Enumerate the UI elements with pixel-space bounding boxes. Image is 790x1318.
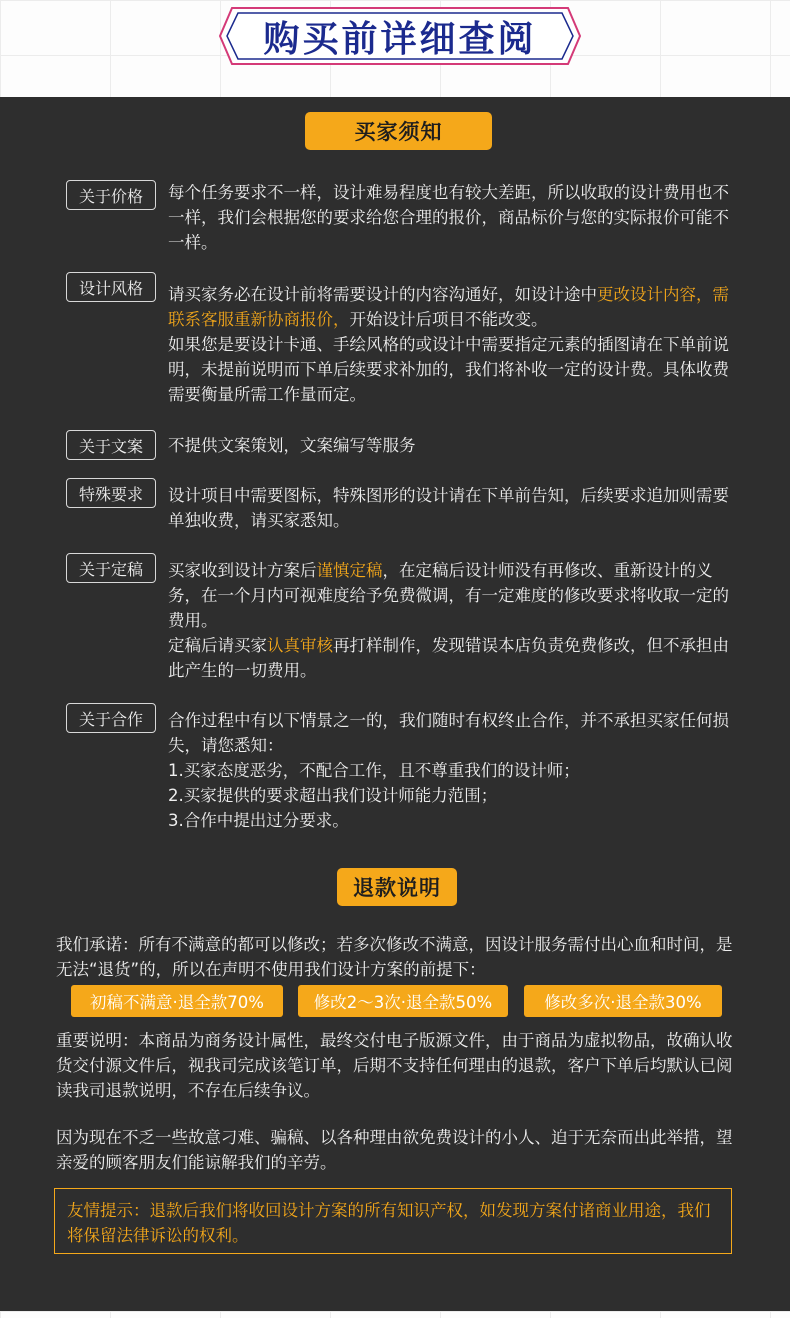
text-style-para2: 如果您是要设计卡通、手绘风格的或设计中需要指定元素的插图请在下单前说明，未提前说明而下单后续要求补加的，我们将补收一定的设计费。具体收费需要衡量所需工作量而定。 [168, 335, 729, 404]
text-style-highlight: 更改设计内容，需联系客服重新协商报价， [168, 285, 729, 329]
tag-copy: 关于文案 [66, 430, 156, 460]
section-title-refund: 退款说明 [337, 868, 457, 906]
text-refund-important: 重要说明：本商品为商务设计属性，最终交付电子版源文件，由于商品为虚拟物品，故确认收货交付源文件后，视我司完成该笔订单，后期不支持任何理由的退款，客户下单后均默认已阅读我司退款说明，不存在后续争议。 [56, 1031, 733, 1100]
list-item: 3.合作中提出过分要求。 [168, 811, 349, 830]
text-price: 每个任务要求不一样，设计难易程度也有较大差距，所以收取的设计费用也不一样，我们会根据您的要求给您合理的报价，商品标价与您的实际报价可能不一样。 [168, 183, 729, 252]
content-panel [0, 97, 790, 1311]
refund-pill-many-revisions: 修改多次·退全款30% [524, 985, 722, 1017]
text-refund-promise: 我们承诺：所有不满意的都可以修改；若多次修改不满意，因设计服务需付出心血和时间，是无法“退货”的，所以在声明不使用我们设计方案的前提下： [56, 935, 733, 979]
text-final [168, 558, 738, 683]
text-final-part4: 再打样制作，发现错误本店负责免费修改，但不承担由此产生的一切费用。 [168, 636, 729, 680]
page-title: 购买前详细查阅 [263, 18, 537, 60]
tag-style: 设计风格 [66, 272, 156, 302]
text-final-part3: 定稿后请买家 [168, 636, 267, 655]
tag-final: 关于定稿 [66, 553, 156, 583]
text-final-highlight1: 谨慎定稿 [316, 561, 383, 580]
section-title-buyer-notice: 买家须知 [305, 112, 492, 150]
text-coop-intro: 合作过程中有以下情景之一的，我们随时有权终止合作，并不承担买家任何损失，请您悉知： [168, 711, 729, 755]
text-copy: 不提供文案策划，文案编写等服务 [168, 436, 416, 455]
text-coop [168, 708, 738, 833]
tag-price: 关于价格 [66, 180, 156, 210]
refund-pill-first-draft: 初稿不满意·退全款70% [71, 985, 283, 1017]
list-item: 1.买家态度恶劣，不配合工作，且不尊重我们的设计师； [168, 761, 580, 780]
text-final-highlight2: 认真审核 [267, 636, 333, 655]
tag-special: 特殊要求 [66, 478, 156, 508]
text-style-part2: 开始设计后项目不能改变。 [349, 310, 548, 329]
text-style-part1: 请买家务必在设计前将需要设计的内容沟通好，如设计途中 [168, 285, 597, 304]
text-refund-reason: 因为现在不乏一些故意刁难、骗稿、以各种理由欲免费设计的小人、迫于无奈而出此举措，望亲爱的顾客朋友们能谅解我们的辛劳。 [56, 1128, 733, 1172]
tag-coop: 关于合作 [66, 703, 156, 733]
refund-pill-2-3-revisions: 修改2～3次·退全款50% [298, 985, 508, 1017]
text-style [168, 282, 738, 407]
title-banner [218, 4, 582, 68]
list-item: 2.买家提供的要求超出我们设计师能力范围； [168, 786, 498, 805]
text-final-part1: 买家收到设计方案后 [168, 561, 317, 580]
text-final-part2: ，在定稿后设计师没有再修改、重新设计的义务，在一个月内可视难度给予免费微调，有一定难度的修改要求将收取一定的费用。 [168, 561, 729, 630]
grid-background-bottom [0, 1311, 790, 1318]
text-special: 设计项目中需要图标，特殊图形的设计请在下单前告知，后续要求追加则需要单独收费，请买家悉知。 [168, 486, 729, 530]
friendly-tip-box: 友情提示：退款后我们将收回设计方案的所有知识产权，如发现方案付诸商业用途，我们将保留法律诉讼的权利。 [54, 1188, 732, 1254]
